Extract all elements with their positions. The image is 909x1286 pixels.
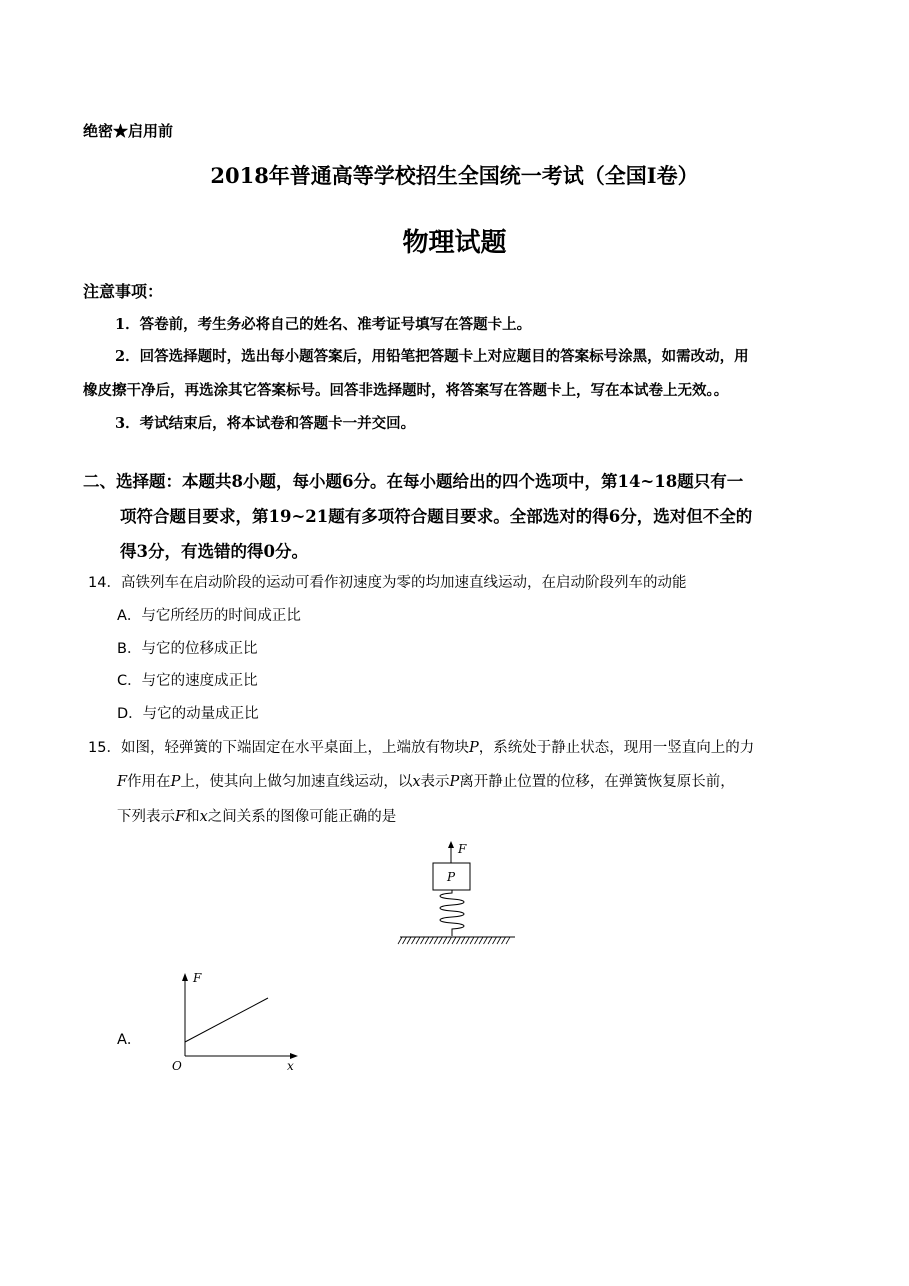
question-15-option-a-label: A． [117,1032,142,1048]
hatch-mark [398,937,402,944]
force-arrow-head [448,841,454,848]
block-label: P [447,870,456,884]
question-14-option-a: A．与它所经历的时间成正比 [117,608,301,624]
question-14-option-c: C．与它的速度成正比 [117,673,258,689]
hatch-mark [443,937,447,944]
graph-a-origin-label: O [172,1059,182,1073]
hatch-mark [466,937,470,944]
notice-item-2-line-2: 橡皮擦干净后，再选涂其它答案标号。回答非选择题时，将答案写在答题卡上，写在本试卷上无效。。 [83,382,729,399]
notice-item-1: 1．答卷前，考生务必将自己的姓名、准考证号填写在答题卡上。 [115,316,532,333]
graph-a [165,968,310,1076]
graph-a-y-arrow [182,973,188,981]
hatch-mark [434,937,438,944]
graph-a-y-label: F [193,971,202,985]
hatch-mark [497,937,501,944]
hatch-mark [412,937,416,944]
hatch-mark [479,937,483,944]
hatch-mark [452,937,456,944]
hatch-mark [502,937,506,944]
graph-a-x-label: x [287,1059,294,1073]
spring-block-figure [390,838,525,950]
secret-label: 绝密★启用前 [83,122,174,140]
hatch-mark [407,937,411,944]
hatch-mark [421,937,425,944]
force-label: F [458,842,467,856]
section-2-line-3: 得3分，有选错的得0分。 [120,542,308,561]
graph-a-line [185,998,268,1042]
hatch-mark [475,937,479,944]
hatch-mark [425,937,429,944]
question-14-option-d: D．与它的动量成正比 [117,706,259,722]
hatch-mark [493,937,497,944]
exam-title: 2018年普通高等学校招生全国统一考试（全国I卷） [210,163,699,188]
notice-heading: 注意事项： [83,282,164,301]
question-14-option-b: B．与它的位移成正比 [117,641,258,657]
section-2-line-1: 二、选择题：本题共8小题，每小题6分。在每小题给出的四个选项中，第14~18题只有一 [83,472,744,491]
hatch-mark [484,937,488,944]
notice-item-3: 3．考试结束后，将本试卷和答题卡一并交回。 [115,415,416,432]
hatch-mark [416,937,420,944]
hatch-mark [461,937,465,944]
table-hatch [398,937,510,944]
notice-item-2-line-1: 2．回答选择题时，选出每小题答案后，用铅笔把答题卡上对应题目的答案标号涂黑，如需改动，用 [115,348,749,365]
hatch-mark [439,937,443,944]
hatch-mark [506,937,510,944]
hatch-mark [430,937,434,944]
hatch-mark [488,937,492,944]
question-15-line-3: 下列表示F和x之间关系的图像可能正确的是 [117,809,397,825]
hatch-mark [470,937,474,944]
hatch-mark [457,937,461,944]
question-15-line-2: F作用在P上，使其向上做匀加速直线运动，以x表示P离开静止位置的位移，在弹簧恢复原长前， [117,774,735,790]
spring [440,890,464,936]
question-15-line-1: 15．如图，轻弹簧的下端固定在水平桌面上，上端放有物块P，系统处于静止状态，现用一竖直向上的力 [88,740,755,756]
question-14-stem: 14．高铁列车在启动阶段的运动可看作初速度为零的均加速直线运动，在启动阶段列车的动能 [88,575,687,591]
section-2-line-2: 项符合题目要求，第19~21题有多项符合题目要求。全部选对的得6分，选对但不全的 [120,507,753,526]
subject-title: 物理试题 [402,228,507,258]
hatch-mark [403,937,407,944]
hatch-mark [448,937,452,944]
